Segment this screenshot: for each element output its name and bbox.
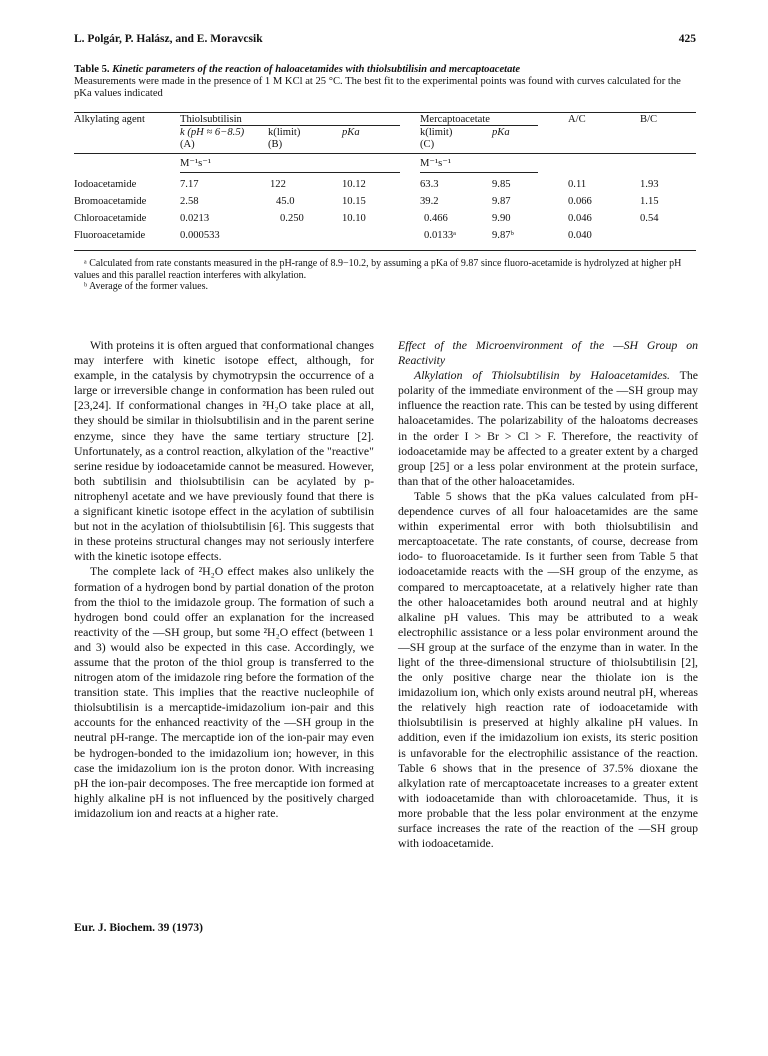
col-header-agent: Alkylating agent (74, 114, 145, 125)
footnote-b: ᵇ Average of the former values. (84, 281, 208, 293)
row-b: 0.250 (280, 213, 304, 224)
left-paragraph-2: The complete lack of ²H₂O effect makes also unlikely the formation of a hydrogen bond by partial donation of the proton from the thiol to the imidazole group. The formation of such a hydrogen bond could offer an explanation for the increased reactivity of the —SH group, but some ²H₂O effect (between 1 and 3) would also be expected in this case. Accordingly, we assume that the proton of the thiol group is transferred to the nitrogen atom of the imidazole ring before the formation of the transition state. This implies that the reactive nucleophile of thiolsubtilisin is a mercaptide-imidazolium ion-pair and this accounts for the enhanced reactivity of the —SH group in the neutral pH-range. The mercaptide ion of the ion-pair may even be hydrogen-bonded to the imidazolium ion; however, in this case the imidazolium ion is the proton donor. With increasing pH the ion-pair decomposes. The free mercaptide ion formed at highly alkaline pH is not influenced by the positively charged imidazolium ion and reacts at a higher rate. (74, 564, 374, 820)
row-pka2: 9.90 (492, 213, 511, 224)
unit-label-merc: M⁻¹s⁻¹ (420, 158, 452, 169)
row-pka1: 10.10 (342, 213, 366, 224)
unit-rule-thiol (180, 172, 400, 173)
page-number: 425 (678, 33, 696, 45)
row-ac: 0.11 (568, 179, 587, 190)
row-b: 122 (270, 179, 286, 190)
row-a: 7.17 (180, 179, 199, 190)
row-agent: Chloroacetamide (74, 213, 147, 224)
right-paragraph-2: Table 5 shows that the pKa values calculated from pH-dependence curves of all four haloacetamides are the same within experimental error with both thiolsubtilisin and mercaptoacetate. The rate constants, of course, decrease from iodo- to fluoroacetamide. Is it further seen from Table 5 that iodoacetamide reacts with the —SH group of the enzyme, as compared to mercaptoacetate, at a relatively higher rate than the other haloacetamides both around neutral and at highly alkaline pH values. This may be attributed to a weak electrophilic assistance or a less polar environment around the —SH group at the surface of the enzyme than in water. In the light of the three-dimensional structure of thiolsubtilisin [2], the only positive charge near the thiolate ion is the imidazolium ion, which only exists around neutral pH, whereas the relatively high reaction rate of iodoacetamide with thiolsubtilisin is preserved at highly alkaline pH values. In addition, even if the imidazolium ion exists, its steric position is unfavorable for the electrophilic assistance of the reaction. Table 6 shows that in the presence of 37.5% dioxane the alkylation rate of mercaptoacetate increases to a greater extent with iodoacetamide than with chloroacetamide. Thus, it is more probable that the less polar environment at the enzyme surface increases the rate of the reaction of the —SH group with iodoacetamide. (398, 488, 698, 851)
left-paragraph-1: With proteins it is often argued that conformational changes may interfere with kinetic isotope effect, although, for example, in the catalysis by chymotrypsin the occurrence of a large or irreversible change in conformation has been ruled out [23,24]. If conformational changes in ²H₂O take place at all, they should be similar in thiolsubtilisin and in the parent serine enzyme, since they have the same tertiary structure [2]. Unfortunately, as a control reaction, alkylation of the "reactive" serine residue by iodoacetamide cannot be measured. However, both subtilisin and thiolsubtilisin can be acylated by p-nitrophenyl acetate and we have previously found that there is a significant kinetic isotope effect in the acylation of subtilisin but not in the acylation of thiolsubtilisin [6]. This suggests that in these proteins structural changes may not seriously interfere with the kinetic isotope effects. (74, 338, 374, 564)
col-header-c: (C) (420, 139, 435, 150)
row-a: 0.000533 (180, 230, 220, 241)
table-label: Table 5. (74, 64, 110, 75)
section-heading: Effect of the Microenvironment of the —SH Group on Reactivity (398, 338, 698, 368)
row-pka2: 9.85 (492, 179, 511, 190)
unit-rule-merc (420, 172, 538, 173)
col-header-klimit-b: k(limit) (268, 127, 301, 138)
table-rule-header (74, 153, 696, 154)
row-pka2: 9.87 (492, 196, 511, 207)
span-rule-thiol (180, 125, 400, 126)
row-ac: 0.040 (568, 230, 592, 241)
row-c: 39.2 (420, 196, 439, 207)
row-agent: Iodoacetamide (74, 179, 137, 190)
unit-label-thiol: M⁻¹s⁻¹ (180, 158, 212, 169)
header-authors: L. Polgár, P. Halász, and E. Moravcsik (74, 33, 263, 45)
row-agent: Bromoacetamide (74, 196, 147, 207)
table-footnotes (74, 258, 696, 293)
left-column (74, 338, 374, 821)
footnote-a: ᵃ Calculated from rate constants measured in the pH-range of 8.9−10.2, by assuming a pKa of 9.87 since fluoro-acetamide is hydrolyzed at higher pH values and this parallel reaction interferes with alkylation. (74, 258, 682, 281)
kinetics-table (74, 114, 696, 254)
right-paragraph-1 (398, 368, 698, 489)
table-note: Measurements were made in the presence of 1 M KCl at 25 °C. The best fit to the experimental points was found with curves calculated for the pKa values indicated (74, 76, 681, 100)
table-rule-bottom (74, 250, 696, 251)
row-agent: Fluoroacetamide (74, 230, 146, 241)
right-paragraph-1-text: The polarity of the immediate environment of the —SH group may influence the reaction rate. This can be tested by using different haloacetamides. The polarizability of the haloatoms decreases in the order I > Br > Cl > F. Therefore, the reactivity of iodoacetamide may be affected to a greater extent by a charged group [25] or a less polar environment at the protein surface, than that of the other haloacetamides. (398, 368, 698, 488)
table-caption (74, 64, 696, 101)
row-c: 63.3 (420, 179, 439, 190)
col-header-a: (A) (180, 139, 195, 150)
span-rule-merc (420, 125, 538, 126)
col-header-k-ph: k (pH ≈ 6−8.5) (180, 127, 245, 138)
row-a: 2.58 (180, 196, 199, 207)
table-rule-top (74, 112, 696, 113)
col-header-ac: A/C (568, 114, 586, 125)
subsection-heading: Alkylation of Thiolsubtilisin by Haloacetamides. (414, 368, 670, 383)
row-c: 0.0133ᵃ (424, 230, 457, 241)
row-ac: 0.046 (568, 213, 592, 224)
col-header-b: (B) (268, 139, 283, 150)
row-pka1: 10.15 (342, 196, 366, 207)
col-header-thiolsubtilisin: Thiolsubtilisin (180, 114, 242, 125)
right-column (398, 338, 698, 851)
running-header (74, 33, 696, 45)
col-header-bc: B/C (640, 114, 658, 125)
row-ac: 0.066 (568, 196, 592, 207)
row-b: 45.0 (276, 196, 295, 207)
row-pka2: 9.87ᵇ (492, 230, 514, 241)
col-header-pka2: pKa (492, 127, 510, 138)
row-pka1: 10.12 (342, 179, 366, 190)
row-a: 0.0213 (180, 213, 210, 224)
row-c: 0.466 (424, 213, 448, 224)
col-header-klimit-c: k(limit) (420, 127, 453, 138)
col-header-mercaptoacetate: Mercaptoacetate (420, 114, 490, 125)
row-bc: 1.93 (640, 179, 659, 190)
row-bc: 1.15 (640, 196, 659, 207)
journal-footer: Eur. J. Biochem. 39 (1973) (74, 922, 203, 934)
col-header-pka1: pKa (342, 127, 360, 138)
row-bc: 0.54 (640, 213, 659, 224)
table-title: Kinetic parameters of the reaction of haloacetamides with thiolsubtilisin and mercaptoacetate (112, 64, 521, 75)
